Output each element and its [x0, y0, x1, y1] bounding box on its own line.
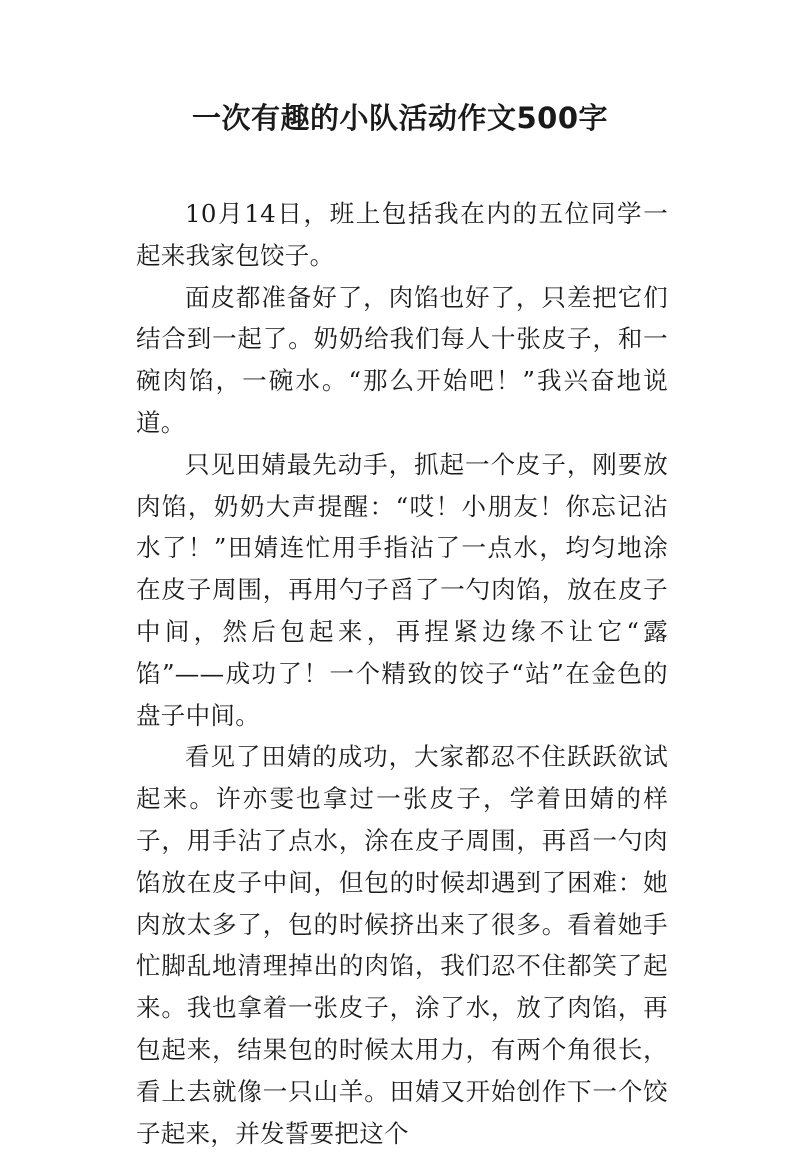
paragraph-2: 面皮都准备好了，肉馅也好了，只差把它们结合到一起了。奶奶给我们每人十张皮子，和一碗肉馅，一碗水。“那么开始吧！”我兴奋地说道。	[136, 282, 668, 437]
document-title: 一次有趣的小队活动作文500字	[191, 101, 609, 135]
paragraph-4: 看见了田婧的成功，大家都忍不住跃跃欲试起来。许亦雯也拿过一张皮子，学着田婧的样子，用手沾了点水，涂在皮子周围，再舀一勺肉馅放在皮子中间，但包的时候却遇到了困难：她肉放太多了，包的时候挤出来了很多。看着她手忙脚乱地清理掉出的肉馅，我们忍不住都笑了起来。我也拿着一张皮子，涂了水，放了肉馅，再包起来，结果包的时候太用力，有两个角很长，看上去就像一只山羊。田婧又开始创作下一个饺子起来，并发誓要把这个	[136, 742, 668, 1148]
document-body	[136, 193, 668, 1154]
paragraph-3: 只见田婧最先动手，抓起一个皮子，刚要放肉馅，奶奶大声提醒：“哎！小朋友！你忘记沾水了！”田婧连忙用手指沾了一点水，均匀地涂在皮子周围，再用勺子舀了一勺肉馅，放在皮子中间，然后包起来，再捏紧边缘不让它“露馅”——成功了！一个精致的饺子“站”在金色的盘子中间。	[136, 449, 668, 730]
paragraph-1: 10月14日，班上包括我在内的五位同学一起来我家包饺子。	[136, 199, 668, 270]
